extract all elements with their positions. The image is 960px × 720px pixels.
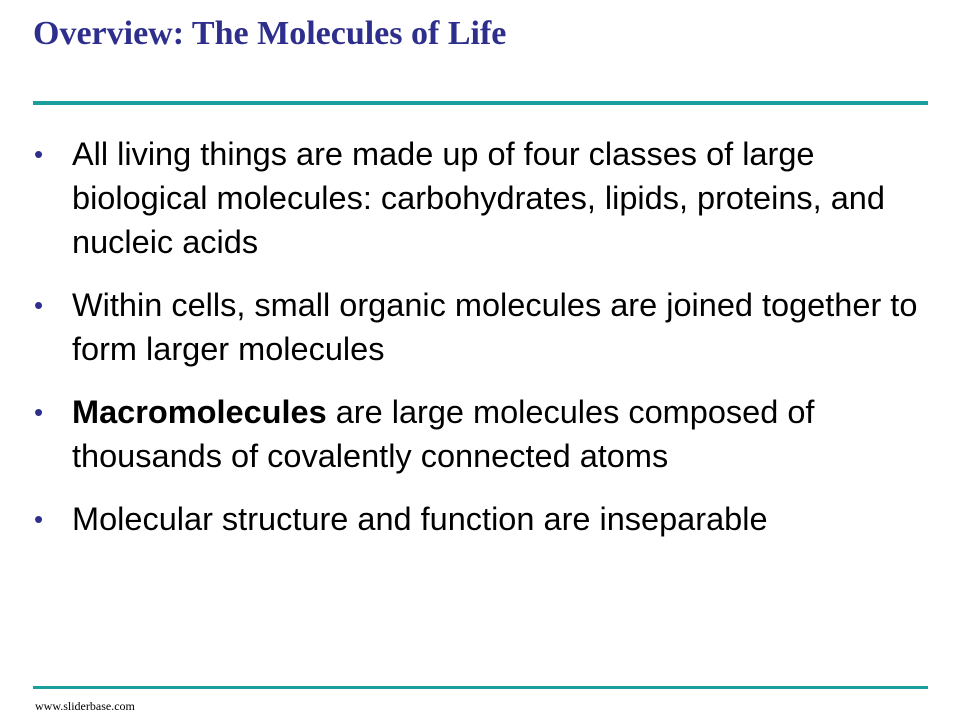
bullet-item	[30, 390, 930, 478]
bullet-body: Within cells, small organic molecules are joined together to form larger molecules	[72, 287, 918, 367]
bullet-text	[72, 283, 930, 371]
footer-source: www.sliderbase.com	[35, 699, 135, 713]
bullet-icon: •	[34, 139, 44, 169]
bullet-icon: •	[34, 290, 44, 320]
bullet-body: are large molecules composed of thousands of covalently connected atoms	[72, 394, 815, 474]
bullet-body: All living things are made up of four classes of large biological molecules: carbohydrates, lipids, proteins, and nucleic acids	[72, 136, 885, 260]
footer-divider	[33, 686, 928, 689]
bullet-item	[30, 132, 930, 264]
bullet-item	[30, 497, 930, 541]
bullet-icon: •	[34, 397, 44, 427]
bullet-text	[72, 132, 930, 264]
bullet-list	[30, 132, 930, 560]
slide-title: Overview: The Molecules of Life	[33, 15, 507, 52]
bullet-item	[30, 283, 930, 371]
bullet-body: Molecular structure and function are inseparable	[72, 501, 768, 537]
bullet-icon: •	[34, 504, 44, 534]
title-divider	[33, 101, 928, 105]
bullet-text	[72, 390, 930, 478]
bullet-term: Macromolecules	[72, 394, 327, 430]
bullet-text	[72, 497, 930, 541]
